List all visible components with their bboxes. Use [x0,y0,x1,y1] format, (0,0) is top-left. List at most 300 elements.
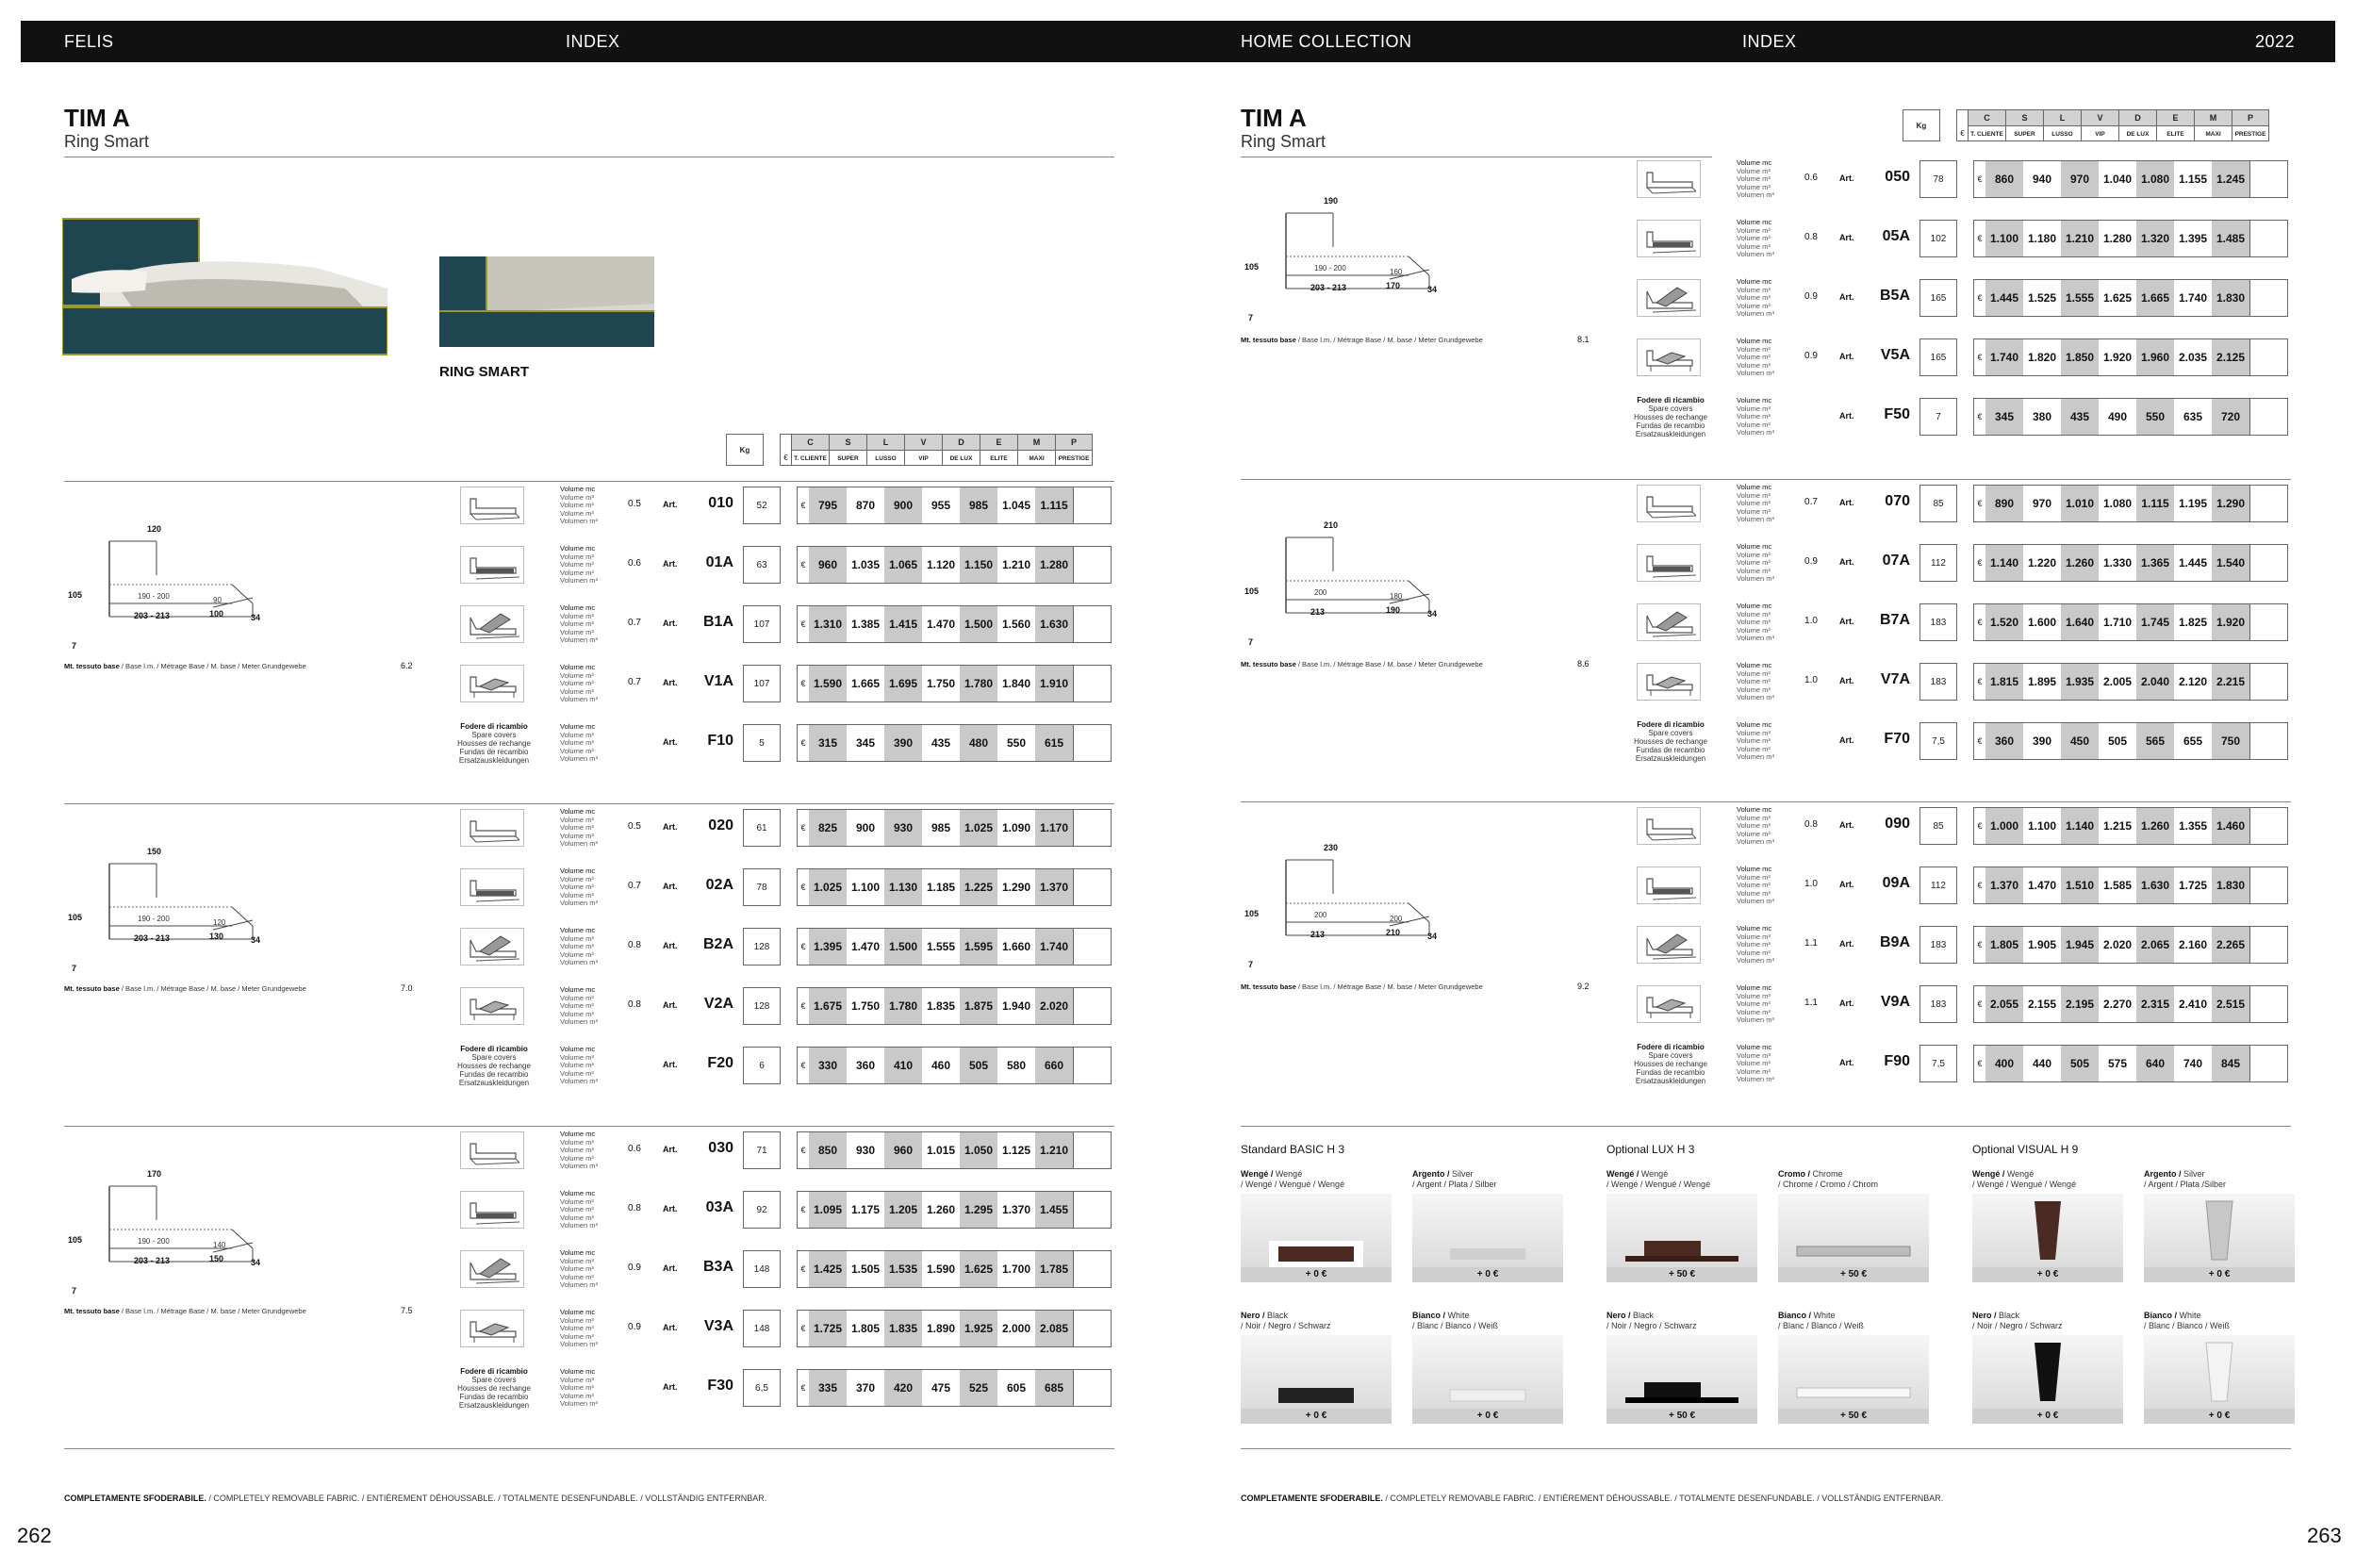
price-cell[interactable]: 1.960 [2136,339,2174,375]
table-row [1634,1041,2356,1086]
price-cell[interactable]: 2.270 [2102,998,2133,1011]
volume-line: Volume m³ [1737,736,1771,746]
price-cell[interactable]: 605 [1006,1381,1027,1395]
price-cell[interactable]: 1.785 [1035,1251,1073,1287]
price-cell[interactable]: 1.485 [2212,221,2249,256]
price-cell[interactable]: 1.455 [1035,1192,1073,1228]
mattress-inner: 160 [1390,268,1403,276]
price-cell[interactable]: 1.035 [850,558,881,571]
price-cell[interactable]: 1.100 [2027,819,2057,833]
price-cell[interactable]: 2.040 [2136,664,2174,700]
volume-line: Volume mc [1737,337,1772,345]
fodere-line: Spare covers [471,731,517,739]
price-cell[interactable]: 1.500 [884,929,922,965]
price-cell[interactable]: 1.370 [1035,869,1073,905]
finish-option[interactable] [1972,1169,2123,1282]
price-cell[interactable]: 1.820 [2027,351,2057,364]
finish-name-translations: / Blanc / Blanco / Weiß [1778,1321,1864,1330]
price-cell[interactable]: 490 [2107,410,2128,423]
price-cell[interactable]: 1.415 [884,606,922,642]
price-cell[interactable]: 1.835 [884,1311,922,1346]
price-cell-prestige[interactable] [1073,547,1111,583]
price-cell[interactable]: 1.015 [926,1144,956,1157]
price-cell[interactable]: 970 [2032,497,2052,510]
price-cell[interactable]: 1.725 [2178,879,2208,892]
price-cell-prestige[interactable] [1073,1251,1111,1287]
price-cell[interactable]: 1.370 [1985,867,2023,903]
price-cell[interactable]: 475 [931,1381,951,1395]
price-cell[interactable]: 1.220 [2027,556,2057,569]
price-cell[interactable]: 1.045 [1001,499,1031,512]
price-cell-prestige[interactable] [2249,808,2287,844]
price-cell[interactable]: 1.050 [960,1132,997,1168]
price-cell-prestige[interactable] [2249,986,2287,1022]
price-cell[interactable]: 1.740 [2178,291,2208,305]
price-cell-prestige[interactable] [2249,1046,2287,1081]
price-cell[interactable]: 525 [960,1370,997,1406]
price-cell-prestige[interactable] [2249,280,2287,316]
fodere-line: Ersatzauskleidungen [1635,430,1706,438]
price-cell[interactable]: 380 [2032,410,2052,423]
price-cell[interactable]: 1.595 [960,929,997,965]
price-cell[interactable]: 1.370 [1001,1203,1031,1216]
price-cell[interactable]: 2.515 [2212,986,2249,1022]
price-cell[interactable]: 435 [931,736,951,750]
price-cell[interactable]: 360 [855,1059,876,1072]
price-cell[interactable]: 2.085 [1035,1311,1073,1346]
price-cell[interactable]: 1.025 [809,869,847,905]
price-cell[interactable]: 1.935 [2061,664,2099,700]
price-cell[interactable]: 2.195 [2061,986,2099,1022]
price-cell-prestige[interactable] [1073,725,1111,761]
finish-option[interactable] [1412,1169,1563,1282]
price-cell[interactable]: 1.750 [926,677,956,690]
price-cell[interactable]: 1.675 [809,988,847,1024]
price-cell[interactable]: 360 [1985,723,2023,759]
price-cell[interactable]: 330 [809,1048,847,1083]
price-cell[interactable]: 1.710 [2102,616,2133,629]
volume-line: Volume m³ [560,1146,594,1155]
price-cell[interactable]: 1.365 [2136,545,2174,581]
price-cell[interactable]: 1.920 [2102,351,2133,364]
price-cell[interactable]: 1.210 [1001,558,1031,571]
price-cell[interactable]: 440 [2032,1057,2052,1070]
art-label: Art. [1839,411,1854,421]
bed-type-thumbnail [460,868,524,906]
price-cell[interactable]: 1.700 [1001,1263,1031,1276]
price-cell[interactable]: 1.625 [960,1251,997,1287]
art-label: Art. [663,1382,678,1392]
price-cell[interactable]: 1.780 [884,988,922,1024]
price-cell-prestige[interactable] [1073,929,1111,965]
price-cell[interactable]: 2.120 [2178,675,2208,688]
price-cell[interactable]: 1.260 [2061,545,2099,581]
price-cell[interactable]: 1.805 [1985,927,2023,963]
price-cell[interactable]: 1.470 [926,618,956,631]
price-cell-prestige[interactable] [2249,339,2287,375]
price-cell-prestige[interactable] [1073,1311,1111,1346]
price-cell[interactable]: 1.140 [1985,545,2023,581]
price-cell[interactable]: 1.150 [960,547,997,583]
table-row [460,1246,1214,1292]
price-cell[interactable]: 1.130 [884,869,922,905]
price-cell-prestige[interactable] [2249,604,2287,640]
mt-rest: / Base l.m. / Métrage Base / M. base / Meter Grundgewebe [1295,660,1483,668]
price-cell[interactable]: 2.035 [2178,351,2208,364]
price-cell[interactable]: 985 [931,821,951,834]
price-cell[interactable]: 1.625 [2102,291,2133,305]
price-cell[interactable]: 1.260 [2136,808,2174,844]
price-cell[interactable]: 2.000 [1001,1322,1031,1335]
price-cell-prestige[interactable] [1073,1192,1111,1228]
price-list [1973,485,2288,522]
currency-symbol: € [800,1061,806,1070]
price-cell[interactable]: 1.000 [1985,808,2023,844]
price-cell[interactable]: 900 [855,821,876,834]
price-cell[interactable]: 1.225 [960,869,997,905]
price-cell[interactable]: 615 [1035,725,1073,761]
finish-option[interactable] [1778,1169,1929,1282]
price-cell[interactable]: 720 [2212,399,2249,435]
price-cell[interactable]: 450 [2061,723,2099,759]
price-cell[interactable]: 505 [2061,1046,2099,1081]
price-cell[interactable]: 1.385 [850,618,881,631]
price-cell[interactable]: 1.195 [2178,497,2208,510]
price-cell[interactable]: 655 [2183,734,2203,748]
price-cell[interactable]: 2.215 [2212,664,2249,700]
price-cell[interactable]: 505 [2107,734,2128,748]
price-cell[interactable]: 480 [960,725,997,761]
price-cell[interactable]: 390 [2032,734,2052,748]
price-cell[interactable]: 750 [2212,723,2249,759]
price-cell[interactable]: 1.740 [1985,339,2023,375]
price-cell[interactable]: 1.520 [1985,604,2023,640]
finish-option[interactable] [1412,1311,1563,1424]
price-cell-prestige[interactable] [1073,1370,1111,1406]
price-cell[interactable]: 1.905 [2027,938,2057,951]
finish-name-translations: / Argent / Plata / Silber [1412,1180,1497,1189]
price-cell[interactable]: 1.835 [926,999,956,1013]
price-cell[interactable]: 1.100 [850,881,881,894]
price-cell[interactable]: 2.055 [1985,986,2023,1022]
index-link-right[interactable]: INDEX [1742,32,1797,51]
price-cell-prestige[interactable] [1073,810,1111,846]
price-cell[interactable]: 660 [1035,1048,1073,1083]
price-cell[interactable]: 1.210 [2061,221,2099,256]
price-cell[interactable]: 2.125 [2212,339,2249,375]
price-cell[interactable]: 1.745 [2136,604,2174,640]
price-cell[interactable]: 1.665 [2136,280,2174,316]
mattress-outer: 190 [1386,605,1401,615]
price-cell[interactable]: 435 [2061,399,2099,435]
price-cell[interactable]: 420 [884,1370,922,1406]
price-cell[interactable]: 1.180 [2027,232,2057,245]
slats-icon [1643,873,1698,901]
price-cell-prestige[interactable] [1073,1132,1111,1168]
price-cell[interactable]: 1.425 [809,1251,847,1287]
price-cell[interactable]: 1.920 [2212,604,2249,640]
fodere-line: Fundas de recambio [459,1070,529,1079]
spare-covers-label [449,1367,539,1410]
price-cell[interactable]: 1.470 [2027,879,2057,892]
price-cell[interactable]: 1.290 [2212,486,2249,521]
group-divider [64,1448,1114,1449]
price-cell-prestige[interactable] [2249,664,2287,700]
price-cell[interactable]: 640 [2136,1046,2174,1081]
price-cell[interactable]: 1.010 [2061,486,2099,521]
price-cell[interactable]: 1.140 [2061,808,2099,844]
price-cell[interactable]: 1.660 [1001,940,1031,953]
volume-line: Volume m³ [1737,881,1771,890]
price-cell[interactable]: 635 [2183,410,2203,423]
price-cell[interactable]: 1.560 [1001,618,1031,631]
currency-symbol: € [800,1146,806,1155]
price-cell[interactable]: 1.600 [2027,616,2057,629]
price-cell[interactable]: 930 [855,1144,876,1157]
price-cell[interactable]: 1.805 [850,1322,881,1335]
foot-dimension: 7 [1248,960,1254,969]
price-cell[interactable]: 1.100 [1985,221,2023,256]
price-cell[interactable]: 1.320 [2136,221,2174,256]
price-cell[interactable]: 845 [2212,1046,2249,1081]
price-cell[interactable]: 2.315 [2136,986,2174,1022]
price-cell[interactable]: 740 [2183,1057,2203,1070]
price-cell[interactable]: 1.080 [2102,497,2133,510]
price-cell[interactable]: 1.215 [2102,819,2133,833]
price-cell[interactable]: 1.040 [2102,173,2133,186]
price-cell[interactable]: 1.945 [2061,927,2099,963]
price-cell[interactable]: 1.470 [850,940,881,953]
price-cell[interactable]: 960 [809,547,847,583]
price-cell[interactable]: 2.065 [2136,927,2174,963]
price-cell[interactable]: 1.910 [1035,666,1073,701]
price-cell[interactable]: 550 [2136,399,2174,435]
price-cell[interactable]: 2.160 [2178,938,2208,951]
price-cell-prestige[interactable] [2249,161,2287,197]
price-cell-prestige[interactable] [2249,221,2287,256]
price-cell[interactable]: 1.890 [926,1322,956,1335]
price-cell[interactable]: 345 [1985,399,2023,435]
fodere-line: Spare covers [1648,729,1693,737]
category-name: VIP [2095,131,2105,138]
price-cell[interactable]: 1.460 [2212,808,2249,844]
price-cell[interactable]: 825 [809,810,847,846]
price-cell[interactable]: 1.080 [2136,161,2174,197]
finish-option[interactable] [1606,1311,1757,1424]
price-cell-prestige[interactable] [1073,1048,1111,1083]
price-cell[interactable]: 1.280 [2102,232,2133,245]
price-cell[interactable]: 1.695 [884,666,922,701]
price-cell[interactable]: 1.630 [1035,606,1073,642]
price-cell[interactable]: 1.175 [850,1203,881,1216]
price-cell[interactable]: 870 [855,499,876,512]
price-cell-prestige[interactable] [2249,545,2287,581]
price-cell[interactable]: 345 [855,736,876,750]
price-cell[interactable]: 2.265 [2212,927,2249,963]
price-cell[interactable]: 1.445 [1985,280,2023,316]
price-cell[interactable]: 1.725 [809,1311,847,1346]
price-cell-prestige[interactable] [1073,869,1111,905]
price-cell[interactable]: 1.840 [1001,677,1031,690]
price-list [797,809,1112,847]
price-cell[interactable]: 1.740 [1035,929,1073,965]
price-cell[interactable]: 1.310 [809,606,847,642]
base-fabric-meters-value: 7.5 [401,1306,413,1315]
price-cell[interactable]: 1.065 [884,547,922,583]
price-cell[interactable]: 860 [1985,161,2023,197]
price-cell[interactable]: 1.850 [2061,339,2099,375]
price-cell[interactable]: 1.395 [809,929,847,965]
price-cell[interactable]: 1.185 [926,881,956,894]
price-cell[interactable]: 1.815 [1985,664,2023,700]
price-cell[interactable]: 1.540 [2212,545,2249,581]
price-cell[interactable]: 1.535 [884,1251,922,1287]
price-cell[interactable]: 1.395 [2178,232,2208,245]
price-cell[interactable]: 410 [884,1048,922,1083]
price-cell[interactable]: 370 [855,1381,876,1395]
price-cell[interactable]: 1.940 [1001,999,1031,1013]
volume-line: Volume m³ [1737,353,1771,362]
price-list [797,868,1112,906]
price-cell[interactable]: 2.410 [2178,998,2208,1011]
price-cell[interactable]: 1.525 [2027,291,2057,305]
price-cell[interactable]: 1.590 [809,666,847,701]
price-cell[interactable]: 1.025 [960,810,997,846]
volume-line: Volume mc [1737,542,1772,551]
price-cell[interactable]: 1.095 [809,1192,847,1228]
price-cell[interactable]: 685 [1035,1370,1073,1406]
price-cell[interactable]: 1.510 [2061,867,2099,903]
price-cell[interactable]: 1.830 [2212,867,2249,903]
price-cell[interactable]: 795 [809,487,847,523]
price-cell[interactable]: 580 [1006,1059,1027,1072]
price-cell[interactable]: 335 [809,1370,847,1406]
price-cell[interactable]: 900 [884,487,922,523]
volume-line: Volume m³ [1737,182,1771,191]
price-cell[interactable]: 1.115 [2136,486,2174,521]
price-cell[interactable]: 1.155 [2178,173,2208,186]
price-cell[interactable]: 2.020 [2102,938,2133,951]
price-cell[interactable]: 460 [931,1059,951,1072]
price-cell[interactable]: 1.830 [2212,280,2249,316]
price-cell[interactable]: 1.290 [1001,881,1031,894]
price-cell[interactable]: 1.555 [926,940,956,953]
price-cell[interactable]: 1.875 [960,988,997,1024]
price-cell[interactable]: 1.590 [926,1263,956,1276]
finish-option[interactable] [2144,1311,2295,1424]
price-cell[interactable]: 1.925 [960,1311,997,1346]
price-cell-prestige[interactable] [2249,486,2287,521]
volume-line: Volumen m³ [560,1399,599,1409]
price-cell[interactable]: 1.330 [2102,556,2133,569]
price-cell[interactable]: 505 [960,1048,997,1083]
price-cell-prestige[interactable] [2249,927,2287,963]
price-cell[interactable]: 575 [2107,1057,2128,1070]
price-cell[interactable]: 960 [884,1132,922,1168]
price-cell[interactable]: 1.665 [850,677,881,690]
price-cell-prestige[interactable] [1073,988,1111,1024]
price-cell[interactable]: 1.640 [2061,604,2099,640]
price-cell[interactable]: 1.355 [2178,819,2208,833]
price-cell[interactable]: 1.750 [850,999,881,1013]
price-category-l [866,434,904,466]
price-cell[interactable]: 985 [960,487,997,523]
price-cell[interactable]: 2.020 [1035,988,1073,1024]
price-cell[interactable]: 1.445 [2178,556,2208,569]
finish-option[interactable] [1778,1311,1929,1424]
price-cell[interactable]: 2.155 [2027,998,2057,1011]
art-label: Art. [663,1000,678,1010]
finish-option[interactable] [2144,1169,2295,1282]
price-cell[interactable]: 565 [2136,723,2174,759]
price-cell[interactable]: 390 [884,725,922,761]
price-cell[interactable]: 1.630 [2136,867,2174,903]
volume-line: Volume m³ [560,890,594,900]
price-cell[interactable]: 1.585 [2102,879,2133,892]
price-cell-prestige[interactable] [2249,399,2287,435]
index-link-left[interactable]: INDEX [566,32,620,51]
price-cell[interactable]: 1.500 [960,606,997,642]
table-row [460,602,1214,647]
price-cell-prestige[interactable] [2249,723,2287,759]
volume-line: Volume mc [1737,805,1772,814]
price-cell[interactable]: 1.090 [1001,821,1031,834]
fodere-line: Fodere di ricambio [1637,396,1705,404]
finish-option[interactable] [1241,1169,1392,1282]
price-cell[interactable]: 1.115 [1035,487,1073,523]
volume-line: Volumen m³ [1737,309,1775,319]
price-cell[interactable]: 1.825 [2178,616,2208,629]
price-cell[interactable]: 1.780 [960,666,997,701]
price-cell[interactable]: 1.260 [926,1203,956,1216]
price-cell[interactable]: 930 [884,810,922,846]
price-cell[interactable]: 1.120 [926,558,956,571]
price-cell[interactable]: 970 [2061,161,2099,197]
price-cell[interactable]: 1.125 [1001,1144,1031,1157]
price-cell[interactable]: 1.505 [850,1263,881,1276]
side-height: 34 [1427,609,1438,619]
mt-bold: Mt. tessuto base [64,984,120,993]
price-cell[interactable]: 940 [2032,173,2052,186]
price-cell[interactable]: 1.245 [2212,161,2249,197]
price-cell[interactable]: 1.205 [884,1192,922,1228]
price-cell[interactable]: 1.210 [1035,1132,1073,1168]
finish-name-translations: / Argent / Plata /Silber [2144,1180,2227,1189]
finish-name-main: Nero / [1972,1311,2000,1320]
price-cell[interactable]: 1.170 [1035,810,1073,846]
finish-option[interactable] [1972,1311,2123,1424]
finish-option[interactable] [1241,1311,1392,1424]
price-cell-prestige[interactable] [1073,487,1111,523]
price-cell-prestige[interactable] [2249,867,2287,903]
price-cell[interactable]: 955 [931,499,951,512]
price-cell[interactable]: 315 [809,725,847,761]
base-fabric-meters-label [64,662,306,670]
price-cell-prestige[interactable] [1073,606,1111,642]
price-cell[interactable]: 400 [1985,1046,2023,1081]
price-cell[interactable]: 1.555 [2061,280,2099,316]
price-cell[interactable]: 850 [809,1132,847,1168]
price-cell[interactable]: 1.295 [960,1192,997,1228]
price-cell-prestige[interactable] [1073,666,1111,701]
outer-length: 203 - 213 [1310,283,1347,292]
price-cell[interactable]: 890 [1985,486,2023,521]
price-cell[interactable]: 1.280 [1035,547,1073,583]
price-cell[interactable]: 550 [1006,736,1027,750]
price-cell[interactable]: 2.005 [2102,675,2133,688]
finish-option[interactable] [1606,1169,1757,1282]
price-cell[interactable]: 1.895 [2027,675,2057,688]
